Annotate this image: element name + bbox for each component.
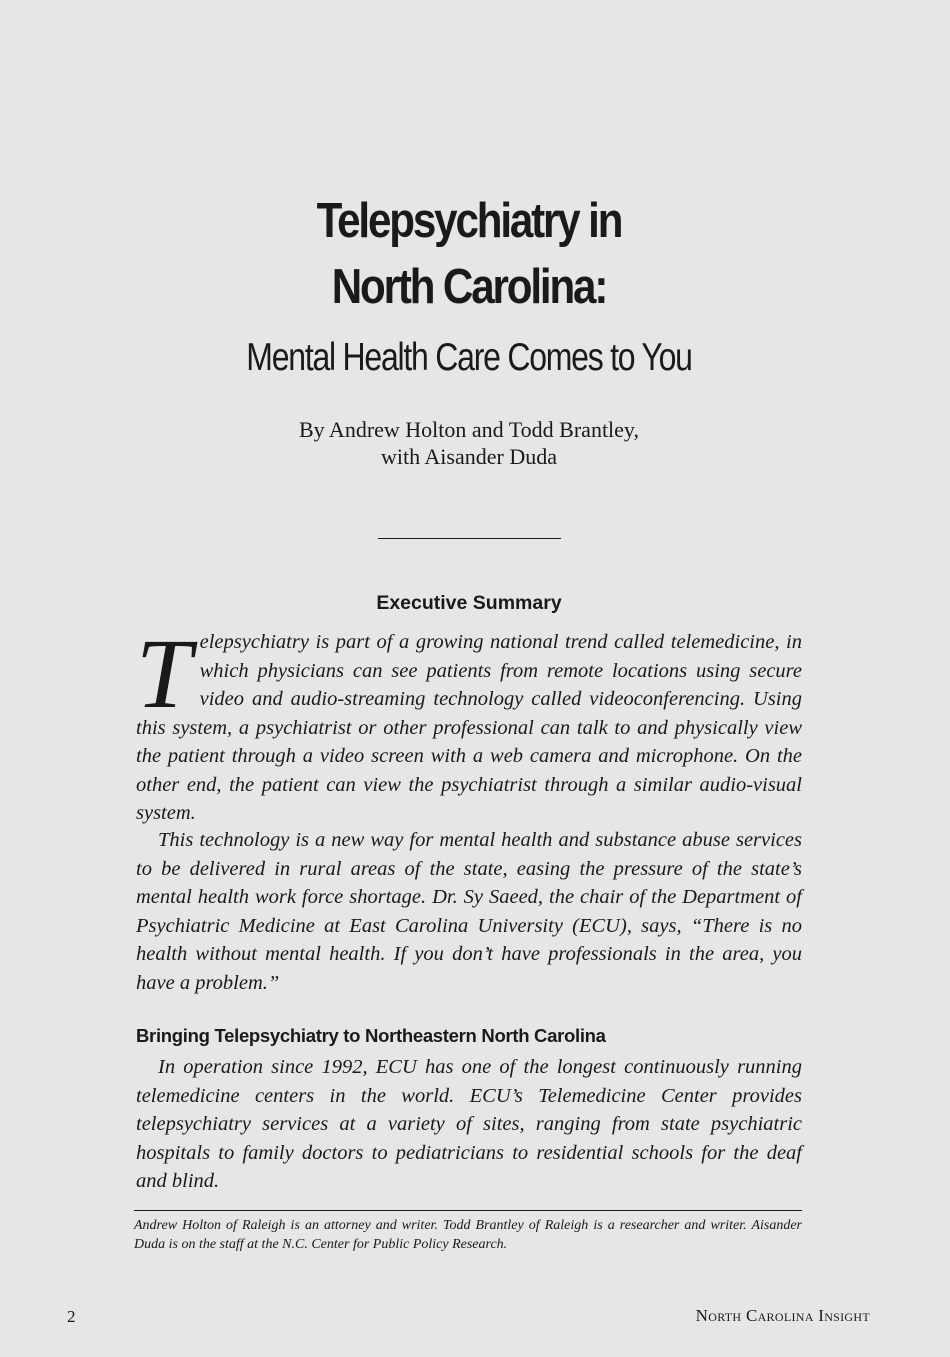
drop-cap: T — [136, 618, 192, 729]
paragraph-2-text: This technology is a new way for mental health and substance abuse services to be delivered in rural areas of the state, easing the pressure of the state’s mental health work force shortage. Dr. Sy Saeed, the chair of the Department of Psychiatric Medicine at East Carolina University (ECU), says, “There is no health without mental health. If you don’t have professionals in the area, you have a problem.” — [136, 829, 802, 994]
section-heading: Bringing Telepsychiatry to Northeastern North Carolina — [136, 1025, 606, 1046]
section-paragraph-1 — [136, 1053, 802, 1196]
paragraph-1-text: elepsychiatry is part of a growing national trend called telemedicine, in which physicians can see patients from remote locations using secure video and audio-streaming technology called videoconferencing. Using this system, a psychiatrist or other professional can talk to and physically view the patient through a video screen with a web camera and microphone. On the other end, the patient can view the psychiatrist through a similar audio-visual system. — [136, 631, 802, 824]
executive-summary-heading: Executive Summary — [376, 592, 562, 614]
title-divider — [378, 538, 561, 539]
byline — [0, 416, 938, 470]
byline-contributor: with Aisander Duda — [381, 444, 557, 469]
running-head: North Carolina Insight — [695, 1306, 870, 1325]
section-paragraph-1-text: In operation since 1992, ECU has one of the longest continuously running telemedicine centers in the world. ECU’s Telemedicine Center provides telepsychiatry services at a variety of sites, ranging from state psychiatric hospitals to family doctors to pediatricians to residential schools for the deaf and blind. — [136, 1056, 802, 1192]
article-title-line-1: Telepsychiatry in — [316, 194, 622, 248]
article-subtitle: Mental Health Care Comes to You — [246, 336, 692, 379]
author-footnote — [134, 1217, 802, 1254]
executive-summary-paragraph-1 — [136, 618, 802, 828]
executive-summary-paragraph-2 — [136, 826, 802, 997]
article-title-line-2: North Carolina: — [331, 260, 607, 314]
byline-authors: By Andrew Holton and Todd Brantley, — [298, 417, 640, 442]
footnote-text: Andrew Holton of Raleigh is an attorney and writer. Todd Brantley of Raleigh is a researcher and writer. Aisander Duda is on the staff at the N.C. Center for Public Policy Research. — [134, 1218, 802, 1252]
footnote-divider — [134, 1210, 802, 1211]
page-number: 2 — [67, 1307, 76, 1326]
article-title-block — [0, 188, 938, 386]
